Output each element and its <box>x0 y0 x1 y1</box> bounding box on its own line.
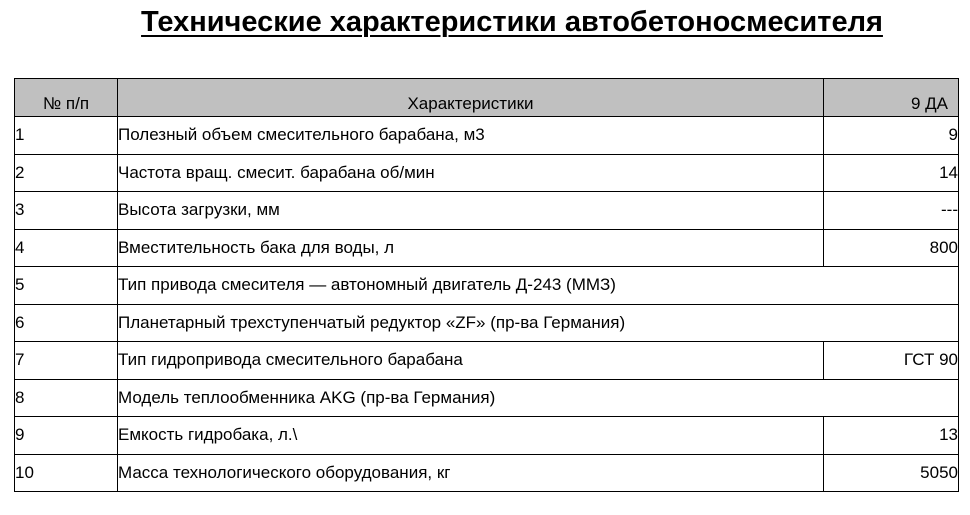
table-row <box>15 342 959 380</box>
row-characteristic: Вместительность бака для воды, л <box>118 229 824 267</box>
row-number: 9 <box>15 417 118 455</box>
row-characteristic: Масса технологического оборудования, кг <box>118 454 824 492</box>
row-number: 7 <box>15 342 118 380</box>
row-characteristic: Модель теплообменника AKG (пр-ва Германия) <box>118 379 959 417</box>
table-row <box>15 154 959 192</box>
page-title: Технические характеристики автобетоносмесителя <box>141 6 883 38</box>
row-number: 8 <box>15 379 118 417</box>
row-characteristic: Емкость гидробака, л.\ <box>118 417 824 455</box>
table-row <box>15 454 959 492</box>
row-value: ГСТ 90 <box>824 342 959 380</box>
table-row <box>15 192 959 230</box>
row-characteristic: Тип гидропривода смесительного барабана <box>118 342 824 380</box>
header-characteristics: Характеристики <box>118 79 824 117</box>
table-row <box>15 229 959 267</box>
header-model: 9 ДА <box>824 79 959 117</box>
row-value: 5050 <box>824 454 959 492</box>
header-number: № п/п <box>15 79 118 117</box>
table-row <box>15 379 959 417</box>
row-characteristic: Высота загрузки, мм <box>118 192 824 230</box>
row-characteristic: Частота вращ. смесит. барабана об/мин <box>118 154 824 192</box>
row-value: 14 <box>824 154 959 192</box>
table-header-row <box>15 79 959 117</box>
table-row <box>15 304 959 342</box>
row-value: 9 <box>824 117 959 155</box>
table-row <box>15 267 959 305</box>
table-row <box>15 117 959 155</box>
row-number: 1 <box>15 117 118 155</box>
row-number: 2 <box>15 154 118 192</box>
row-number: 3 <box>15 192 118 230</box>
row-value: 13 <box>824 417 959 455</box>
row-value: --- <box>824 192 959 230</box>
row-value: 800 <box>824 229 959 267</box>
row-number: 5 <box>15 267 118 305</box>
row-characteristic: Тип привода смесителя — автономный двигатель Д-243 (ММЗ) <box>118 267 959 305</box>
table-row <box>15 417 959 455</box>
row-number: 4 <box>15 229 118 267</box>
row-characteristic: Планетарный трехступенчатый редуктор «ZF» (пр-ва Германия) <box>118 304 959 342</box>
specifications-table <box>14 78 959 492</box>
row-number: 10 <box>15 454 118 492</box>
row-number: 6 <box>15 304 118 342</box>
row-characteristic: Полезный объем смесительного барабана, м3 <box>118 117 824 155</box>
